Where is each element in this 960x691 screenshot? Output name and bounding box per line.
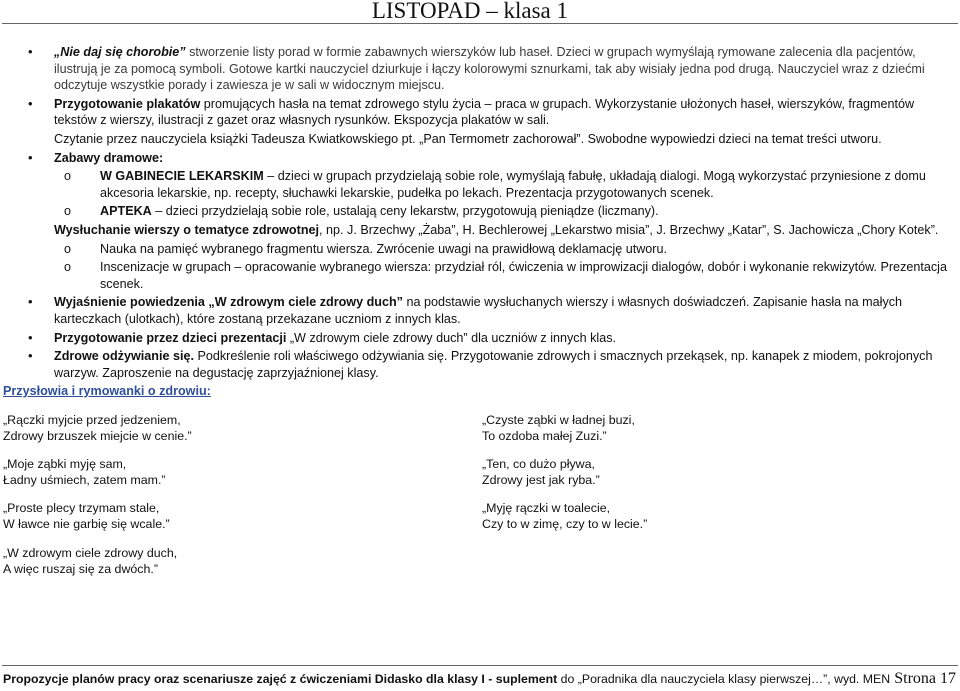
rhyme-line: To ozdoba małej Zuzi.” bbox=[482, 428, 607, 443]
circle-bullet-icon: o bbox=[64, 241, 72, 256]
sub-item bbox=[24, 168, 954, 201]
footer-rule bbox=[2, 665, 958, 666]
lesson-plan-list bbox=[24, 44, 954, 383]
bullet-item bbox=[24, 348, 954, 381]
item-text: Przygotowanie przez dzieci prezentacji bbox=[54, 330, 287, 345]
rhyme-line: Zdrowy jest jak ryba.” bbox=[482, 472, 600, 487]
item-text: stworzenie listy porad w formie zabawnych wierszyków lub haseł. Dzieci w grupach wymyślają rymowane zalecenia dla pacjentów, ilustrują je za pomocą symboli. Gotowe kartki nauczyciel dziurkuje i łączy kolorowymi sznurkami, tak aby wisiały jedna pod drugą. Nauczyciel wraz z dziećmi odczytuje wszystkie porady i zawiesza je w sali w widocznym miejscu. bbox=[54, 45, 925, 93]
bullet-item bbox=[24, 330, 954, 347]
item-text: W GABINECIE LEKARSKIM bbox=[100, 169, 264, 184]
bullet-icon: • bbox=[28, 44, 33, 59]
rhyme-line: „Rączki myjcie przed jedzeniem, bbox=[3, 413, 181, 427]
rhyme-left-3 bbox=[3, 501, 170, 532]
bullet-item bbox=[24, 96, 954, 129]
item-text: Zdrowe odżywianie się. bbox=[54, 349, 194, 364]
circle-bullet-icon: o bbox=[64, 260, 72, 275]
bullet-item bbox=[24, 294, 954, 327]
sub-item bbox=[24, 203, 954, 220]
item-text: „Nie daj się chorobie” bbox=[54, 45, 186, 59]
rhyme-right-3 bbox=[482, 501, 647, 532]
sub-item bbox=[24, 259, 954, 292]
rhyme-line: „Proste plecy trzymam stale, bbox=[3, 501, 160, 515]
plain-item bbox=[24, 131, 954, 148]
item-text: Czytanie przez nauczyciela książki Tadeusza Kwiatkowskiego pt. „Pan Termometr zachorował”. Swobodne wypowiedzi dzieci na temat treści utworu. bbox=[54, 131, 882, 146]
item-text: Wyjaśnienie powiedzenia „W zdrowym ciele zdrowy duch” bbox=[54, 295, 403, 310]
item-text: – dzieci przydzielają sobie role, ustalają ceny lekarstw, przygotowują pieniądze (liczmany). bbox=[151, 204, 659, 219]
item-text: Przygotowanie plakatów bbox=[54, 96, 201, 111]
rhyme-line: „W zdrowym ciele zdrowy duch, bbox=[3, 546, 178, 560]
item-text: , np. J. Brzechwy „Żaba”, H. Bechlerowej „Lekarstwo misia”, J. Brzechwy „Katar”, S. Jachowicza „Chory Kotek”. bbox=[319, 222, 939, 237]
rhyme-line: „Czyste ząbki w ładnej buzi, bbox=[482, 413, 635, 427]
item-text: na podstawie wysłuchanych wierszy i własnych doświadczeń. Zapisanie hasła na małych karteczkach (ulotkach), które zostaną przekazane uczniom z innych klas. bbox=[54, 295, 903, 326]
rhyme-right-1 bbox=[482, 413, 635, 444]
sub-item bbox=[24, 241, 954, 258]
section-label: Przysłowia i rymowanki o zdrowiu: bbox=[3, 384, 211, 398]
rhyme-left-4 bbox=[3, 546, 177, 577]
bullet-item bbox=[24, 150, 954, 167]
rhyme-line: A więc ruszaj się za dwóch.” bbox=[3, 561, 158, 576]
page-title: LISTOPAD – klasa 1 bbox=[371, 0, 568, 23]
item-text: Inscenizacje w grupach – opracowanie wybranego wiersza: przydział ról, ćwiczenia w improwizacji dialogów, dobór i wykonanie rekwizytów. Prezentacja scenek. bbox=[100, 260, 947, 291]
rhyme-line: „Myję rączki w toalecie, bbox=[482, 501, 611, 515]
item-text: Zabawy dramowe: bbox=[54, 150, 164, 165]
rhyme-line: „Ten, co dużo pływa, bbox=[482, 457, 595, 471]
bullet-icon: • bbox=[28, 95, 33, 111]
circle-bullet-icon: o bbox=[64, 169, 72, 184]
bullet-icon: • bbox=[28, 329, 33, 345]
item-text: – dzieci w grupach przydzielają sobie role, wymyślają fabułę, układają dialogi. Mogą wykorzystać przyniesione z domu akcesoria lekarskie, np. recepty, słuchawki lekarskie, pudełka po lekach. Prezentacja przygotowanych scenek. bbox=[100, 169, 926, 200]
footer-title: Propozycje planów pracy oraz scenariusze zajęć z ćwiczeniami Didasko dla klasy I - suplement bbox=[3, 672, 558, 686]
rhyme-line: Ładny uśmiech, zatem mam.” bbox=[3, 472, 166, 487]
rhyme-right-2 bbox=[482, 457, 600, 488]
bullet-icon: • bbox=[28, 348, 33, 364]
item-text: promujących hasła na temat zdrowego stylu życia – praca w grupach. Wykorzystanie ułożonych haseł, wierszyków, fragmentów tekstów z wierszy, ilustracji z gazet oraz własnych rysunków. Ekspozycja plakatów w sali. bbox=[54, 96, 915, 128]
rhyme-line: Zdrowy brzuszek miejcie w cenie.” bbox=[3, 428, 192, 443]
rhyme-left-1 bbox=[3, 413, 192, 444]
item-text: Wysłuchanie wierszy o tematyce zdrowotnej bbox=[54, 222, 320, 237]
item-text: APTEKA bbox=[100, 204, 152, 219]
item-text: Nauka na pamięć wybranego fragmentu wiersza. Zwrócenie uwagi na prawidłową deklamację utworu. bbox=[100, 241, 668, 256]
header-rule bbox=[2, 23, 958, 24]
bullet-item bbox=[24, 44, 954, 94]
bullet-icon: • bbox=[28, 149, 33, 165]
footer-source: do „Poradnika dla nauczyciela klasy pierwszej…”, wyd. MEN bbox=[557, 672, 891, 686]
item-text: Podkreślenie roli właściwego odżywiania się. Przygotowanie zdrowych i smacznych przekąsek, np. kanapek z miodem, pokrojonych warzyw. Zaproszenie na degustację zaprzyjaźnionej klasy. bbox=[54, 349, 933, 380]
plain-item bbox=[24, 222, 954, 239]
circle-bullet-icon: o bbox=[64, 204, 72, 219]
page-number: Strona 17 bbox=[894, 670, 956, 687]
bullet-icon: • bbox=[28, 294, 33, 310]
rhyme-line: W ławce nie garbię się wcale.” bbox=[3, 516, 170, 531]
rhyme-left-2 bbox=[3, 457, 166, 488]
item-text: „W zdrowym ciele zdrowy duch” dla uczniów z innych klas. bbox=[286, 330, 617, 345]
rhyme-line: „Moje ząbki myję sam, bbox=[3, 457, 127, 471]
footer-text bbox=[3, 672, 890, 686]
rhyme-line: Czy to w zimę, czy to w lecie.” bbox=[482, 516, 648, 531]
